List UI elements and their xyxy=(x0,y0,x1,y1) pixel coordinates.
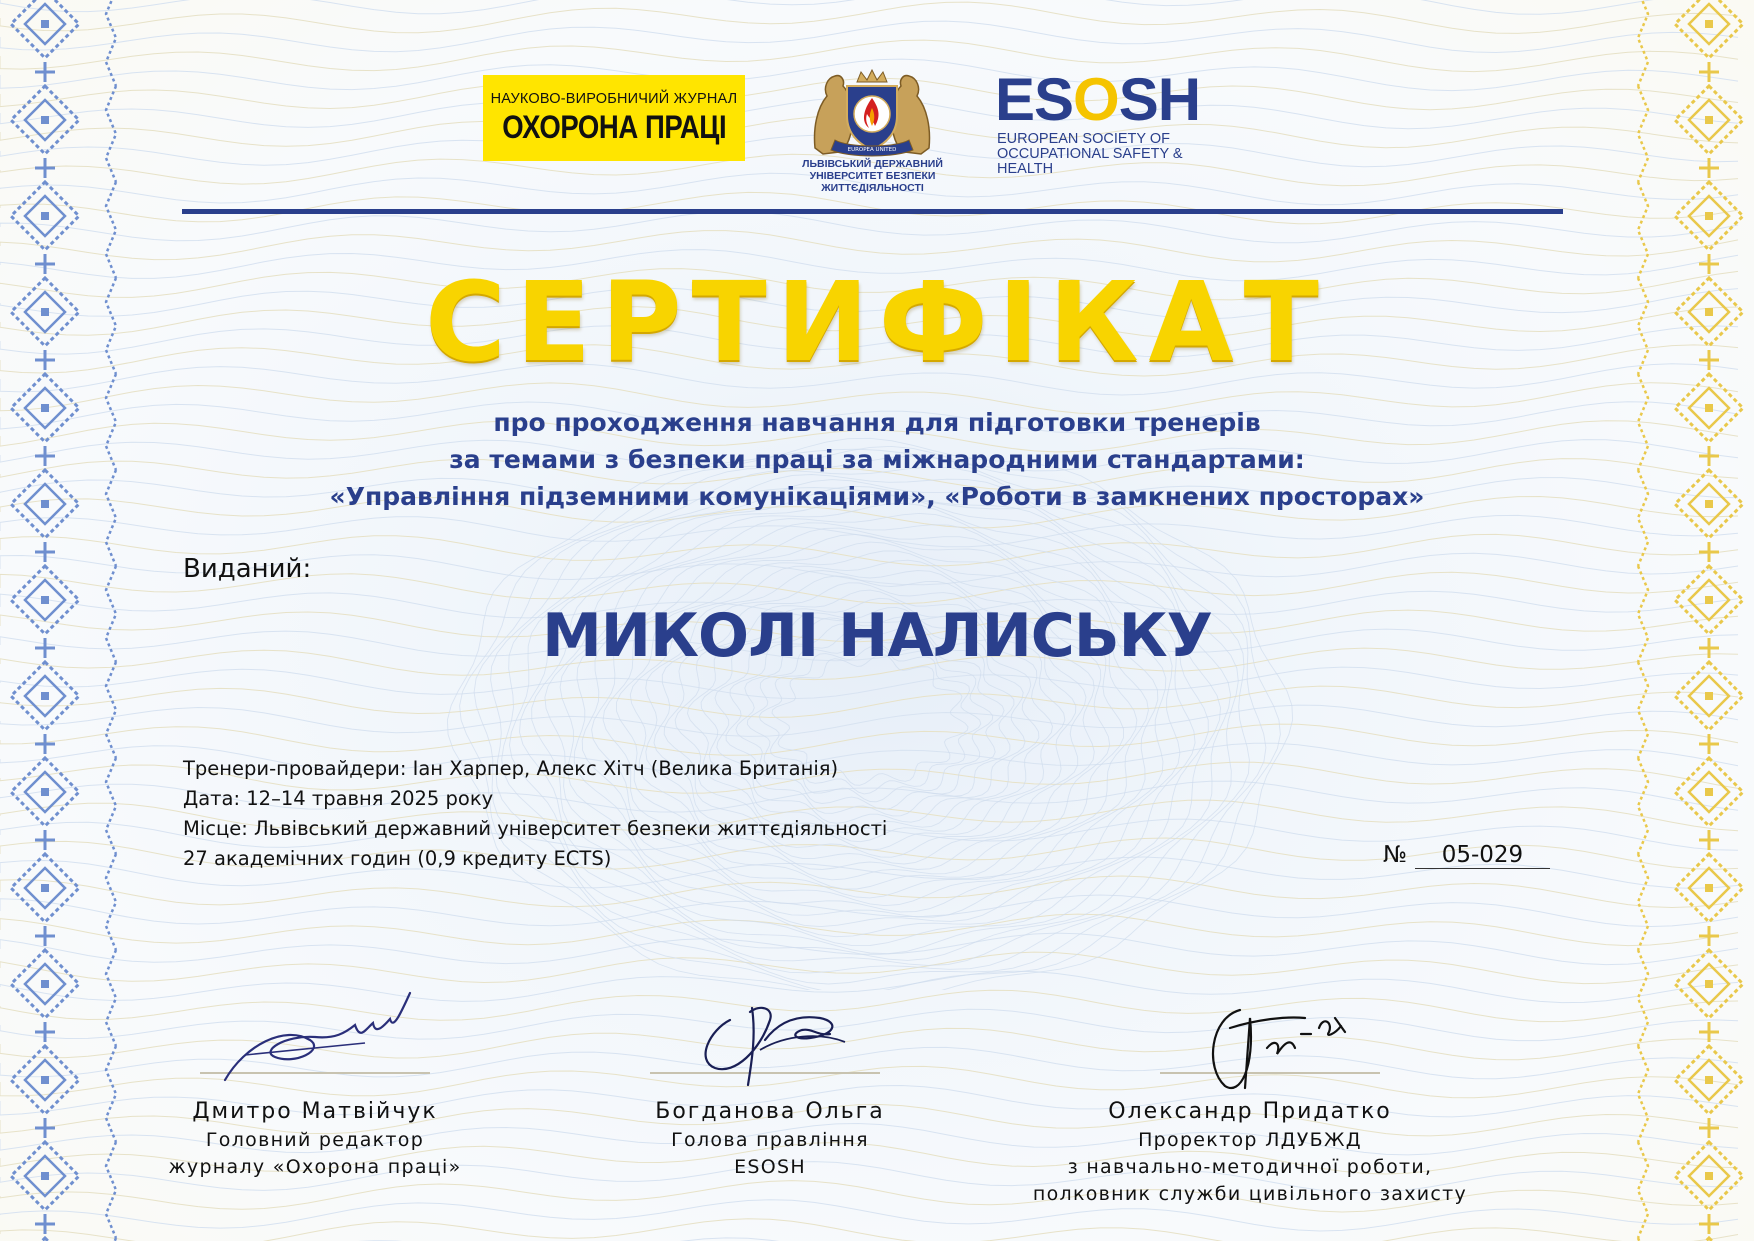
recipient-name: МИКОЛІ НАЛИСЬКУ xyxy=(542,601,1212,671)
signatory-2 xyxy=(590,1097,950,1181)
subtitle-line-2: за темами з безпеки праці за міжнародними стандартами: xyxy=(449,445,1305,474)
subtitle-line-3: «Управління підземними комунікаціями», «Роботи в замкнених просторах» xyxy=(329,482,1425,511)
university-name-line-1: ЛЬВІВСЬКИЙ ДЕРЖАВНИЙ xyxy=(802,158,943,170)
signatory-3 xyxy=(1010,1097,1490,1208)
university-coat-of-arms-icon xyxy=(809,68,935,160)
details-trainers: Тренери-провайдери: Іан Харпер, Алекс Хітч (Велика Британія) xyxy=(183,757,839,780)
esosh-subtitle-line-2: OCCUPATIONAL SAFETY & HEALTH xyxy=(997,146,1183,177)
esosh-logo xyxy=(995,66,1225,177)
seal-motto: EUROPEA UNITED xyxy=(847,147,897,153)
signatory-1-name: Дмитро Матвійчук xyxy=(192,1099,438,1124)
signatory-2-role-line-2: ESOSH xyxy=(734,1156,806,1178)
university-logo-name xyxy=(795,158,950,194)
esosh-mark-es: ES xyxy=(995,66,1074,133)
signature-2-handwritten xyxy=(690,990,860,1090)
signature-1-handwritten xyxy=(215,985,425,1095)
certificate-title: СЕРТИФІКАТ xyxy=(425,258,1329,386)
signatory-2-role-line-1: Голова правління xyxy=(671,1129,869,1151)
certificate-number-value: 05-029 xyxy=(1415,842,1550,869)
signatory-3-role-line-3: полковник служби цивільного захисту xyxy=(1032,1183,1468,1205)
esosh-mark-sh: SH xyxy=(1118,66,1201,133)
signatory-3-role-line-2: з навчально-методичної роботи, xyxy=(1067,1156,1433,1178)
journal-logo xyxy=(483,75,745,161)
esosh-mark-o: O xyxy=(1073,66,1119,133)
signatory-3-role-line-1: Проректор ЛДУБЖД xyxy=(1138,1129,1362,1151)
subtitle-line-1: про проходження навчання для підготовки тренерів xyxy=(493,408,1261,437)
issued-label: Виданий: xyxy=(183,554,312,584)
details-location: Місце: Львівський державний університет безпеки життєдіяльності xyxy=(183,817,888,840)
signatory-1-role-line-1: Головний редактор xyxy=(205,1129,425,1151)
journal-logo-name: ОХОРОНА ПРАЦІ xyxy=(502,108,726,145)
certificate-number xyxy=(1383,842,1550,869)
university-logo xyxy=(795,68,950,198)
signatory-1-role-line-2: журналу «Охорона праці» xyxy=(168,1156,462,1178)
esosh-subtitle-line-1: EUROPEAN SOCIETY OF xyxy=(997,131,1170,147)
signatory-1 xyxy=(140,1097,490,1181)
signatory-3-name: Олександр Придатко xyxy=(1108,1099,1392,1124)
esosh-logo-subtitle xyxy=(997,132,1227,177)
details-hours: 27 академічних годин (0,9 кредиту ECTS) xyxy=(183,847,612,870)
university-name-line-3: ЖИТТЄДІЯЛЬНОСТІ xyxy=(821,182,924,194)
signatory-2-name: Богданова Ольга xyxy=(655,1099,885,1124)
university-name-line-2: УНІВЕРСИТЕТ БЕЗПЕКИ xyxy=(809,170,936,182)
signature-3-handwritten xyxy=(1195,998,1365,1098)
certificate-number-label: № xyxy=(1383,842,1407,868)
certificate-subtitle xyxy=(0,404,1754,515)
details-date: Дата: 12–14 травня 2025 року xyxy=(183,787,494,810)
esosh-logo-mark xyxy=(995,66,1225,133)
journal-logo-subtitle: НАУКОВО-ВИРОБНИЧИЙ ЖУРНАЛ xyxy=(490,90,738,107)
training-details xyxy=(183,754,887,874)
header-divider xyxy=(182,209,1563,214)
